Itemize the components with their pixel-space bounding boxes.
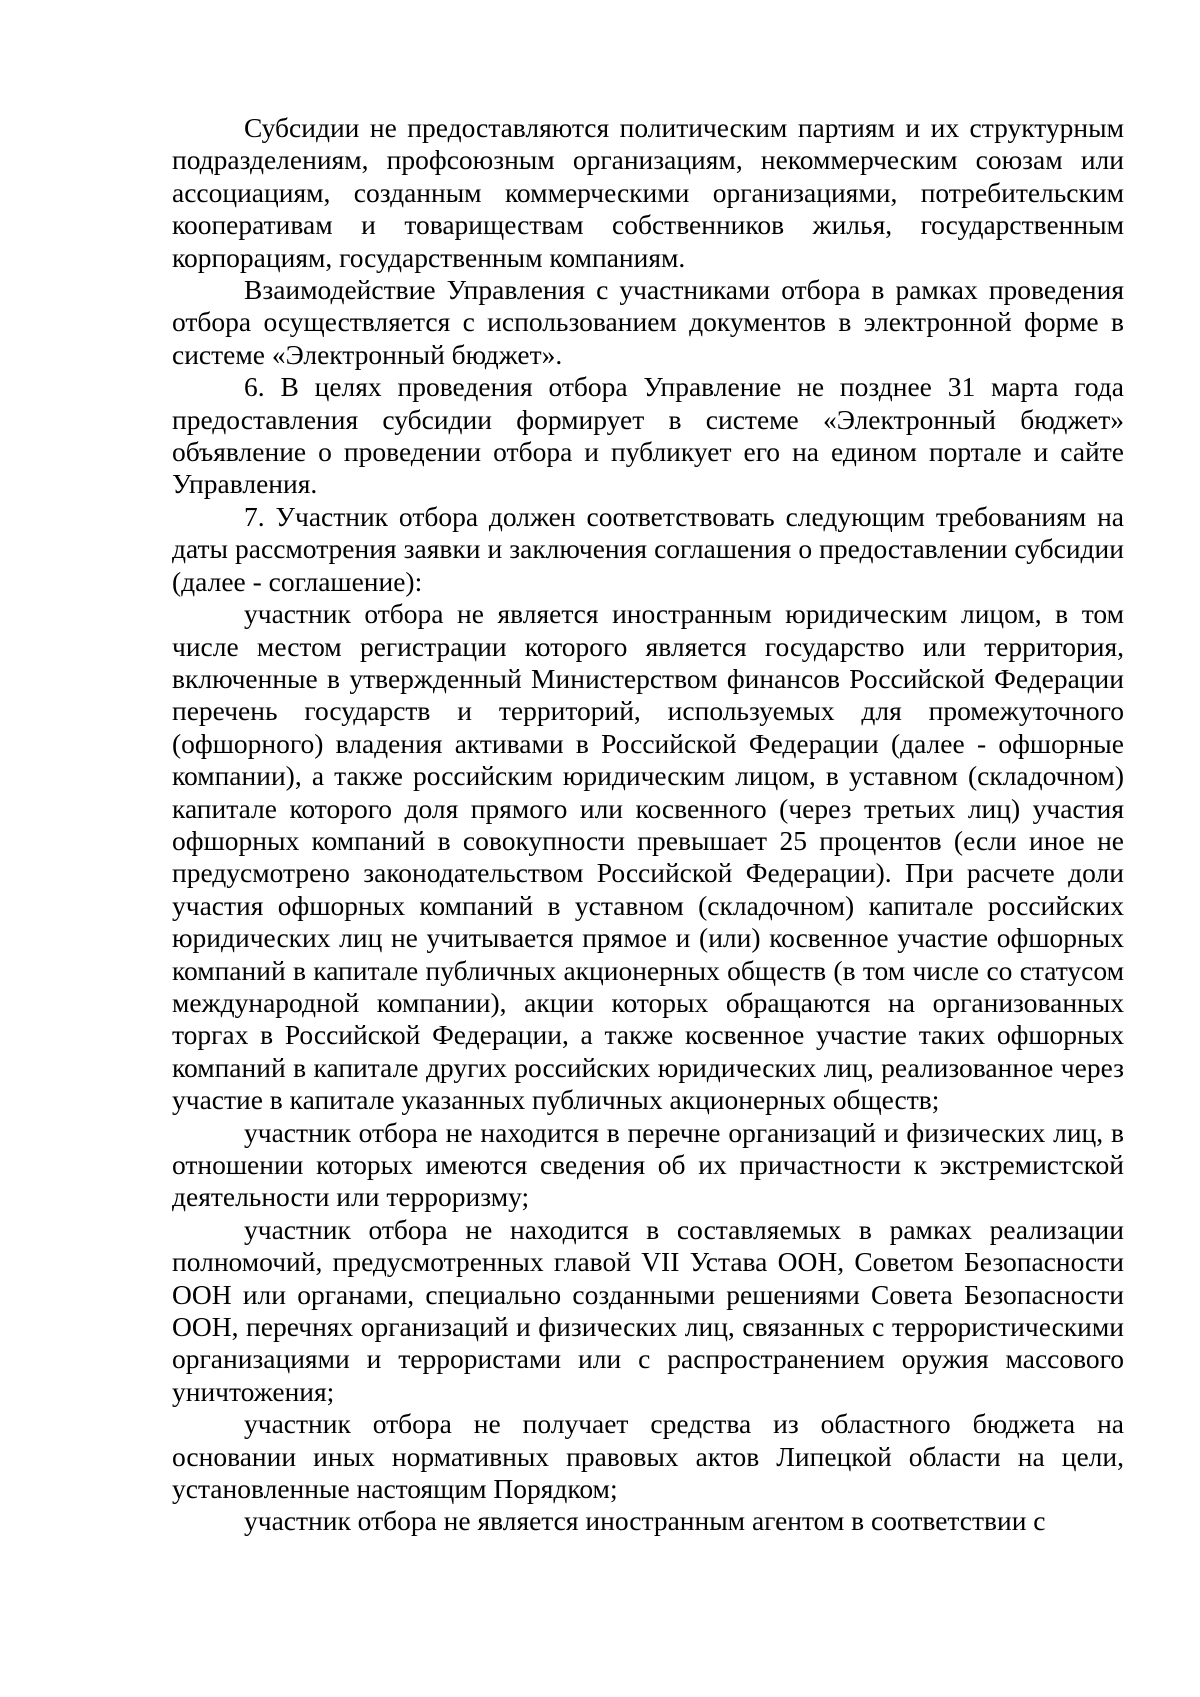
- paragraph-un-lists-requirement: участник отбора не находится в составляемых в рамках реализации полномочий, предусмотренных главой VII Устава ООН, Советом Безопасности ООН или органами, специально созданными решениями Совета Безопасности ООН, перечнях организаций и физических лиц, связанных с террористическими организациями и террористами или с распространением оружия массового уничтожения;: [172, 1213, 1124, 1407]
- paragraph-regional-budget-requirement: участник отбора не получает средства из областного бюджета на основании иных нормативных правовых актов Липецкой области на цели, установленные настоящим Порядком;: [172, 1408, 1124, 1505]
- document-body: [172, 112, 1124, 1538]
- paragraph-item-6: 6. В целях проведения отбора Управление не позднее 31 марта года предоставления субсидии формирует в системе «Электронный бюджет» объявление о проведении отбора и публикует его на едином портале и сайте Управления.: [172, 371, 1124, 500]
- paragraph-electronic-interaction: Взаимодействие Управления с участниками отбора в рамках проведения отбора осуществляется с использованием документов в электронной форме в системе «Электронный бюджет».: [172, 274, 1124, 370]
- paragraph-offshore-requirement: участник отбора не является иностранным юридическим лицом, в том числе местом регистрации которого является государство или территория, включенные в утвержденный Министерством финансов Российской Федерации перечень государств и территорий, используемых для промежуточного (офшорного) владения активами в Российской Федерации (далее - офшорные компании), а также российским юридическим лицом, в уставном (складочном) капитале которого доля прямого или косвенного (через третьих лиц) участия офшорных компаний в совокупности превышает 25 процентов (если иное не предусмотрено законодательством Российской Федерации). При расчете доли участия офшорных компаний в уставном (складочном) капитале российских юридических лиц не учитывается прямое и (или) косвенное участие офшорных компаний в капитале публичных акционерных обществ (в том числе со статусом международной компании), акции которых обращаются на организованных торгах в Российской Федерации, а также косвенное участие таких офшорных компаний в капитале других российских юридических лиц, реализованное через участие в капитале указанных публичных акционерных обществ;: [172, 598, 1124, 1116]
- paragraph-item-7: 7. Участник отбора должен соответствовать следующим требованиям на даты рассмотрения заявки и заключения соглашения о предоставлении субсидии (далее - соглашение):: [172, 500, 1124, 597]
- paragraph-extremism-requirement: участник отбора не находится в перечне организаций и физических лиц, в отношении которых имеются сведения об их причастности к экстремистской деятельности или терроризму;: [172, 1116, 1124, 1213]
- paragraph-foreign-agent-requirement: участник отбора не является иностранным агентом в соответствии с: [244, 1505, 1046, 1537]
- paragraph-subsidy-exclusions: Субсидии не предоставляются политическим партиям и их структурным подразделениям, профсоюзным организациям, некоммерческим союзам или ассоциациям, созданным коммерческими организациями, потребительским кооперативам и товариществам собственников жилья, государственным корпорациям, государственным компаниям.: [172, 112, 1124, 273]
